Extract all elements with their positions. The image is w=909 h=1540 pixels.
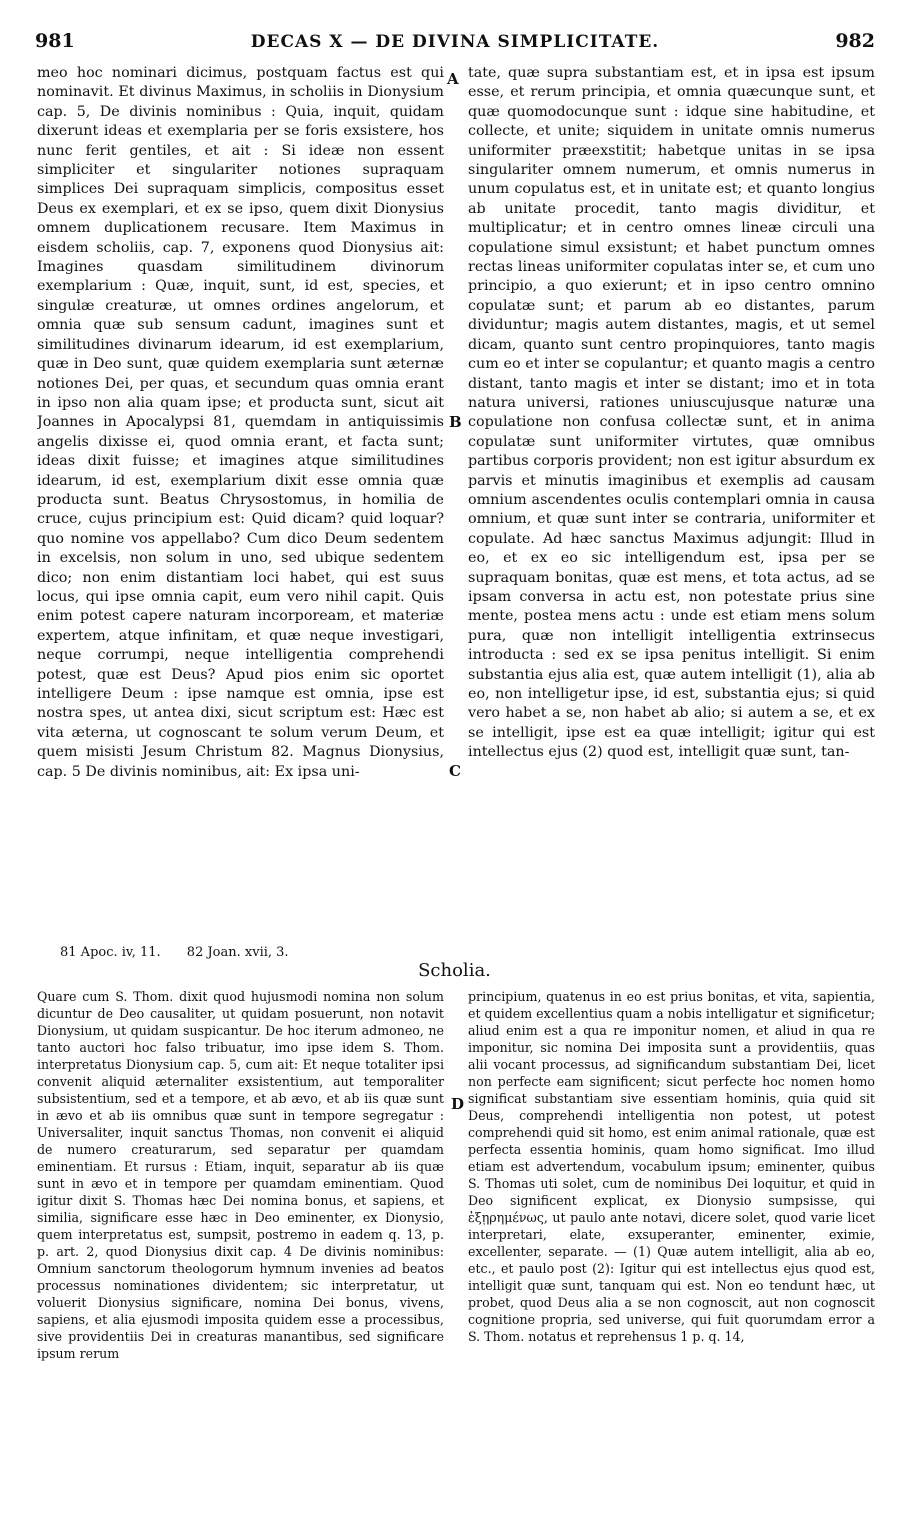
footnotes (60, 945, 440, 960)
scholia-left-column (37, 988, 444, 1488)
margin-marker-a: A (447, 70, 459, 88)
scholia-right-text: principium, quatenus in eo est prius bonitas, et vita, sapientia, et quidem excellentius quam a nobis intelligatur et significetur; aliud enim est a qua re imponitur nomen, et aliud in qua re imponitur, sic nomina Dei imposita sunt a providentiis, quas alii vocant processus, ad significandum substantiam Dei, licet non perfecte eam significent; sicut perfecte hoc nomen homo significat substantiam sive essentiam hominis, quia quid sit Deus, comprehendi intelligentia non potest, ut potest comprehendi quid sit homo, est enim animal rationale, quæ est perfecta essentia hominis, quam homo significat. Imo illud etiam est advertendum, vocabulum ipsum; eminenter, quibus S. Thomas uti solet, cum de nominibus Dei loquitur, et quid in Deo significent explicat, ex Dionysio sumpsisse, qui ἐξῃρημένως, ut paulo ante notavi, dicere solet, quod varie licet interpretari, elate, exsuperanter, eminenter, eximie, excellenter, separate. — (1) Quæ autem intelligit, alia ab eo, etc., et paulo post (2): Igitur qui est intellectus ejus quod est, intelligit quæ sunt, tanquam qui est. Non eo tendunt hæc, ut probet, quod Deus alia a se non cognoscit, aut non cognoscit cognitione propria, sed universe, qui fuit quorumdam error a S. Thom. notatus et reprehensus 1 p. q. 14, (468, 989, 875, 1344)
margin-marker-d: D (451, 1095, 465, 1113)
main-text-right-column (468, 64, 875, 944)
footnote: 81 Apoc. iv, 11. (60, 945, 161, 960)
page-number-right: 982 (835, 30, 875, 52)
scholia-left-text: Quare cum S. Thom. dixit quod hujusmodi nomina non solum dicuntur de Deo causaliter, ut quidam posuerunt, non notavit Dionysium, ut quidam suspicantur. De hoc iterum admoneo, ne tanto auctori hoc falso tribuatur, imo ipse idem S. Thom. interpretatus Dionysium cap. 5, cum ait: Et neque totaliter ipsi convenit aliquid æternaliter exsistentium, aut temporaliter subsistentium, sed et a tempore, et ab ævo, et ab iis quæ sunt in ævo et ab iis omnibus quæ sunt in tempore segregatur : Universaliter, inquit sanctus Thomas, non convenit ei aliquid de numero creaturarum, sed separatur per quamdam eminentiam. Et rursus : Etiam, inquit, separatur ab iis quæ sunt in ævo et in tempore per quamdam eminentiam. Quod igitur dixit S. Thomas hæc Dei nomina bonus, et sapiens, et similia, significare esse hæc in Deo eminenter, ex Dionysio, quem interpretatus est, sumpsit, postremo in eadem q. 13, p. p. art. 2, quod Dionysius dixit cap. 4 De divinis nominibus: Omnium sanctorum theologorum hymnum invenies ad beatos processus nominationes dividentem; sic interpretatur, ut voluerit Dionysius significare, nomina Dei bonus, vivens, sapiens, et alia ejusmodi imposita quidem esse a processibus, sive providentiis Dei in creaturas manantibus, sed significare ipsum rerum (37, 989, 444, 1361)
scholia-right-column (468, 988, 875, 1488)
running-title: DECAS X — DE DIVINA SIMPLICITATE. (250, 32, 660, 52)
main-right-text: tate, quæ supra substantiam est, et in ipsa est ipsum esse, et rerum principia, et omnia quæcunque sunt, et quæ quomodocunque sunt : idque sine habitudine, et collecte, et unite; siquidem in unitate omnis numerus uniformiter præexstitit; habetque unitas in se ipsa singulariter omnem numerum, et omnis numerus in unum copulatus est, et in unitate est; et quanto longius ab unitate procedit, tanto magis dividitur, et multiplicatur; et in centro omnes lineæ circuli una copulatione simul exsistunt; et habet punctum omnes rectas lineas uniformiter copulatas inter se, et cum uno principio, a quo exierunt; et in ipso centro omnino copulatæ sunt; et parum ab eo distantes, parum dividuntur; magis autem distantes, magis, et ut semel dicam, quanto sunt centro propinquiores, tanto magis cum eo et inter se copulantur; et quanto magis a centro distant, tanto magis et inter se distant; imo et in tota natura universi, rationes uniuscujusque naturæ una copulatione non confusa collectæ sunt, et in anima copulatæ sunt uniformiter virtutes, quæ omnibus partibus corporis provident; non est igitur absurdum ex parvis et minutis imaginibus et exemplis ad causam omnium ascendentes oculis contemplari omnia in causa omnium, et quæ sunt inter se contraria, uniformiter et copulate. Ad hæc sanctus Maximus adjungit: Illud in eo, et ex eo sic intelligendum est, ipsa per se supraquam bonitas, quæ est mens, et tota actus, ad se ipsam conversa in actu est, non potestate prius sine mente, postea mens actu : unde est etiam mens solum pura, quæ non intelligit intelligentia extrinsecus introducta : sed ex se ipsa penitus intelligit. Si enim substantia ejus alia est, quæ autem intelligit (1), alia ab eo, non intelligetur ipse, id est, substantia ejus; si quid vero habet a se, non habet ab alio; si autem a se, et ex se intelligit, ipse est ea quæ intelligit; igitur qui est intellectus ejus (2) quod est, intelligit quæ sunt, tan- (468, 65, 875, 761)
main-left-text: meo hoc nominari dicimus, postquam factus est qui nominavit. Et divinus Maximus, in scholiis in Dionysium cap. 5, De divinis nominibus : Quia, inquit, quidam dixerunt ideas et exemplaria per se foris exsistere, hos nunc ferit gentiles, et ait : Si ideæ non essent simpliciter et singulariter notiones supraquam simplices Dei supraquam simplicis, compositus esset Deus ex exemplari, et ex se ipso, quem dixit Dionysius omnem duplicationem recusare. Item Maximus in eisdem scholiis, cap. 7, exponens quod Dionysius ait: Imagines quasdam similitudinem divinorum exemplarium : Quæ, inquit, sunt, id est, species, et singulæ creaturæ, ut omnes ordines angelorum, et omnia quæ sub sensum cadunt, imagines sunt et similitudines divinarum idearum, id est exemplarium, quæ in Deo sunt, quæ quidem exemplaria sunt æternæ notiones Dei, per quas, et secundum quas omnia erant in ipso non alia quam ipse; et producta sunt, sicut ait Joannes in Apocalypsi 81, quemdam in antiquissimis angelis dixisse ei, quod omnia erant, et facta sunt; ideas dixit fuisse; et imagines atque similitudines idearum, id est, exemplarium dixit esse omnia quæ producta sunt. Beatus Chrysostomus, in homilia de cruce, cujus principium est: Quid dicam? quid loquar? quo nomine vos appellabo? Cum dico Deum sedentem in excelsis, non solum in uno, sed ubique sedentem dico; non enim distantiam loci habet, qui est suus locus, qui ipse omnia capit, eum vero nihil capit. Quis enim potest capere naturam incorpoream, et materiæ expertem, atque infinitam, et quæ neque investigari, neque corrumpi, neque intelligentia comprehendi potest, quæ est Deus? Apud pios enim sic oportet intelligere Deum : ipse namque est omnia, ipse est nostra spes, ut antea dixi, sicut scriptum est: Hæc est vita æterna, ut cognoscant te solum verum Deum, et quem misisti Jesum Christum 82. Magnus Dionysius, cap. 5 De divinis nominibus, ait: Ex ipsa uni- (37, 65, 444, 780)
footnote: 82 Joan. xvii, 3. (186, 945, 289, 960)
running-header (35, 30, 875, 58)
scholia-heading: Scholia. (418, 960, 491, 981)
main-text-left-column (37, 64, 444, 944)
margin-marker-c: C (449, 762, 461, 780)
page-number-left: 981 (35, 30, 75, 52)
margin-marker-b: B (449, 413, 462, 431)
